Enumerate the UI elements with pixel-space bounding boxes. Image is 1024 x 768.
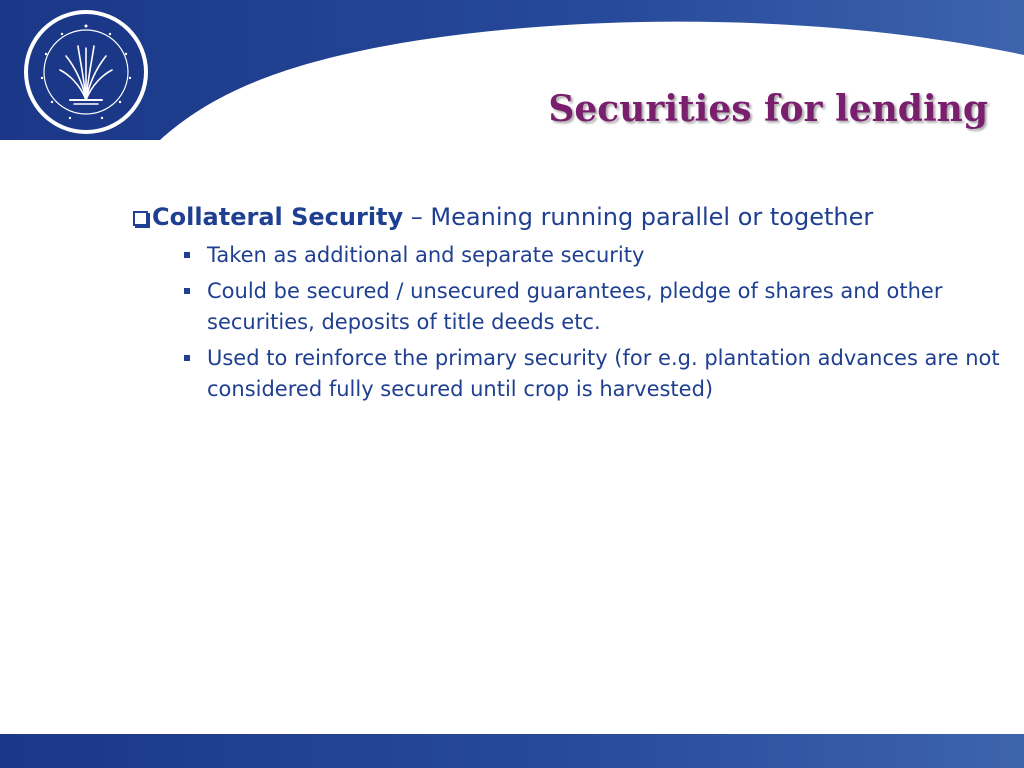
list-item: [182, 240, 1000, 271]
list-item: [182, 343, 1000, 405]
main-bullet-text: [152, 200, 873, 234]
square-bullet-icon: [182, 343, 207, 374]
sub-bullet-text: Could be secured / unsecured guarantees, pledge of shares and other securities, deposits of title deeds etc.: [207, 279, 943, 334]
checkbox-bullet-icon: [130, 200, 152, 234]
list-item: [182, 276, 1000, 338]
footer-band: [0, 734, 1024, 768]
main-bullet-item: [130, 200, 1000, 234]
sub-bullet-list: [182, 240, 1000, 405]
sub-bullet-text: Used to reinforce the primary security (for e.g. plantation advances are not considered fully secured until crop is harvested): [207, 346, 1000, 401]
slide-title: Securities for lending: [548, 88, 988, 130]
square-bullet-icon: [182, 276, 207, 307]
main-bullet-label: Collateral Security: [152, 203, 404, 231]
square-bullet-icon: [182, 240, 207, 271]
college-logo: [22, 8, 150, 136]
sub-bullet-text: Taken as additional and separate security: [207, 243, 645, 267]
slide-content: [130, 200, 1000, 410]
main-bullet-description: – Meaning running parallel or together: [403, 203, 874, 231]
